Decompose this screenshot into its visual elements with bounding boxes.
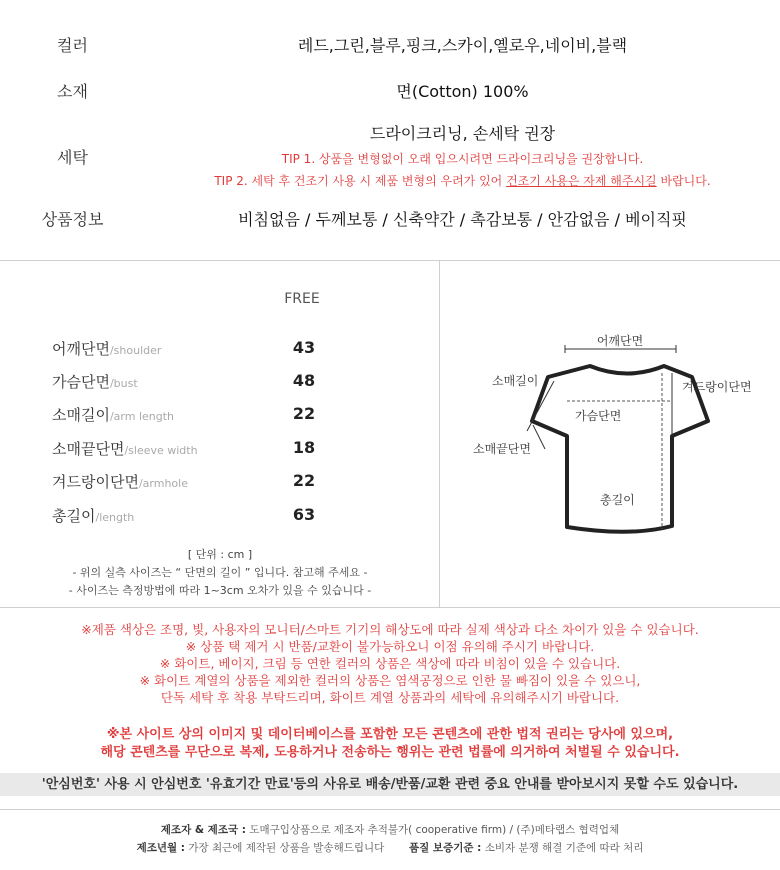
diagram-sleeve-width-label: 소매끝단면: [473, 442, 531, 456]
size-header: FREE: [284, 291, 320, 307]
color-label: 컬러: [57, 36, 88, 55]
size-label-en: /bust: [109, 377, 138, 390]
size-row-label: [52, 404, 174, 425]
tshirt-diagram: [440, 261, 780, 607]
diagram-shoulder-label: 어깨단면: [596, 334, 644, 348]
wash-value: 드라이크리닝, 손세탁 권장: [369, 124, 556, 143]
legal-notice-2: 해당 콘텐츠를 무단으로 복제, 도용하거나 전송하는 행위는 관련 법률에 의거하여 처벌될 수 있습니다.: [100, 745, 680, 760]
size-label-ko: 가슴단면: [52, 373, 110, 391]
size-label-ko: 소매길이: [52, 406, 110, 424]
size-value: 63: [292, 505, 316, 524]
size-note-1: - 위의 실측 사이즈는 “ 단면의 길이 ” 입니다. 참고해 주세요 -: [72, 566, 368, 579]
footer-date-label: 제조년월 :: [136, 842, 186, 854]
footer-warranty-label: 품질 보증기준 :: [408, 842, 482, 854]
footer-maker-label: 제조자 & 제조국 :: [160, 824, 246, 836]
size-value: 22: [292, 404, 316, 423]
size-row-label: [52, 371, 138, 392]
size-unit: [ 단위 : cm ]: [187, 548, 253, 561]
size-label-en: /sleeve width: [124, 444, 198, 457]
size-note-2: - 사이즈는 측정방법에 따라 1~3cm 오차가 있을 수 있습니다 -: [68, 584, 372, 597]
footer-date-value: 가장 최근에 제작된 상품을 발송해드립니다: [188, 842, 385, 854]
wash-tip-1: TIP 1. 상품을 변형없이 오래 입으시려면 드라이크리닝을 권장합니다.: [281, 152, 644, 166]
footer-maker: [0, 822, 780, 837]
legal-notice-1: ※본 사이트 상의 이미지 및 데이터베이스를 포함한 모든 콘텐츠에 관한 법적 권리는 당사에 있으며,: [106, 727, 674, 742]
product-info-label: 상품정보: [41, 210, 104, 229]
diagram-length-label: 총길이: [600, 493, 635, 507]
size-label-ko: 총길이: [52, 507, 96, 525]
size-label-en: /armhole: [138, 477, 188, 490]
footer-maker-value: 도매구입상품으로 제조자 추적불가( cooperative firm) / (주)메타랩스 협력업체: [249, 824, 620, 836]
size-label-en: /shoulder: [109, 344, 162, 357]
size-row-label: [52, 338, 161, 359]
diagram-bust-label: 가슴단면: [575, 409, 622, 423]
warning-1: ※제품 색상은 조명, 빛, 사용자의 모니터/스마트 기기의 해상도에 따라 실제 색상과 다소 차이가 있을 수 있습니다.: [81, 622, 699, 637]
size-row-label: [52, 471, 188, 492]
size-label-ko: 겨드랑이단면: [52, 473, 139, 491]
size-value: 43: [292, 338, 316, 357]
diagram-sleeve-length-label: 소매길이: [492, 374, 539, 388]
wash-label: 세탁: [57, 148, 88, 167]
safe-number-text: '안심번호' 사용 시 안심번호 '유효기간 만료'등의 사유로 배송/반품/교환 관련 중요 안내를 받아보시지 못할 수도 있습니다.: [41, 777, 739, 792]
material-value: 면(Cotton) 100%: [396, 82, 529, 101]
section-divider-footer: [0, 809, 780, 810]
footer-warranty-value: 소비자 분쟁 해결 기준에 따라 처리: [484, 842, 644, 854]
warning-2: ※ 상품 택 제거 시 반품/교환이 불가능하오니 이점 유의해 주시기 바랍니다.: [185, 639, 595, 654]
warning-5: 단독 세탁 후 착용 부탁드리며, 화이트 계열 상품과의 세탁에 유의해주시기 바랍니다.: [160, 690, 620, 705]
wash-tip-2-start: TIP 2. 세탁 후 건조기 사용 시 제품 변형의 우려가 있어: [214, 174, 507, 188]
color-value: 레드,그린,블루,핑크,스카이,옐로우,네이비,블랙: [297, 36, 628, 55]
size-value: 18: [292, 438, 316, 457]
size-value: 48: [292, 371, 316, 390]
size-label-ko: 어깨단면: [52, 340, 110, 358]
size-row-label: [52, 438, 198, 459]
safe-number-banner: [0, 773, 780, 796]
wash-tip-2-underlined: 건조기 사용은 자제 해주시길: [506, 174, 657, 188]
size-value: 22: [292, 471, 316, 490]
warning-4: ※ 화이트 계열의 상품을 제외한 컬러의 상품은 염색공정으로 인한 물 빠짐이 있을 수 있으니,: [139, 673, 641, 688]
size-label-en: /arm length: [109, 410, 175, 423]
size-label-en: /length: [95, 511, 135, 524]
size-row-label: [52, 505, 134, 526]
section-divider-middle: [0, 607, 780, 608]
wash-tip-2-end: 바랍니다.: [656, 174, 711, 188]
footer-date-warranty: [0, 840, 780, 855]
diagram-armhole-label: 겨드랑이단면: [682, 380, 752, 394]
wash-tip-2: [145, 172, 780, 189]
material-label: 소재: [57, 82, 88, 101]
warning-3: ※ 화이트, 베이지, 크림 등 연한 컬러의 상품은 색상에 따라 비침이 있을 수 있습니다.: [159, 656, 621, 671]
product-info-value: 비침없음 / 두께보통 / 신축약간 / 촉감보통 / 안감없음 / 베이직핏: [238, 210, 687, 229]
size-label-ko: 소매끝단면: [52, 440, 125, 458]
